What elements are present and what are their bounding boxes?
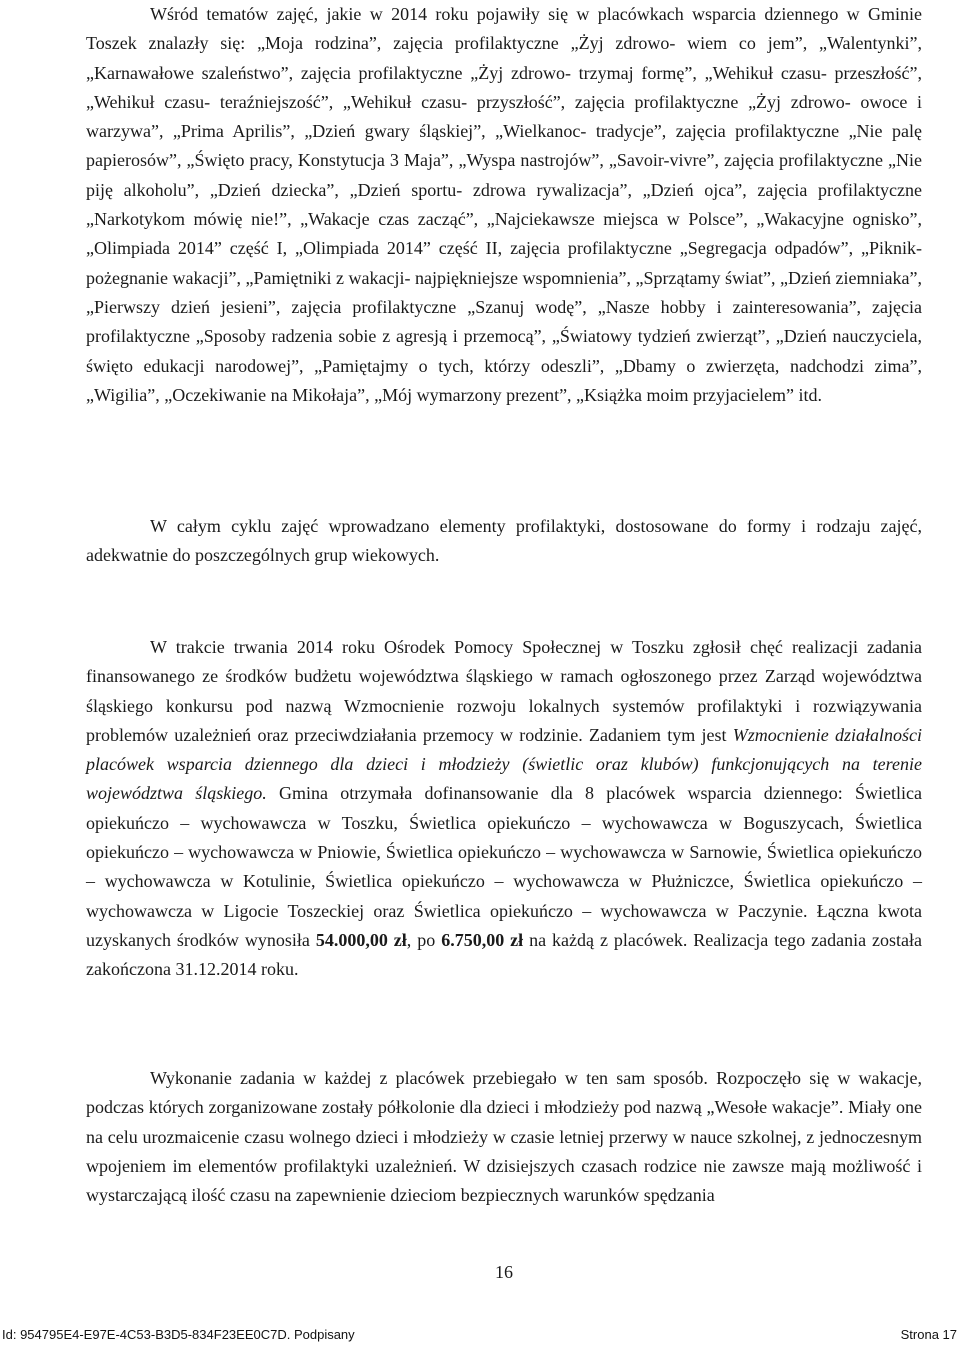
funding-text-b: Gmina otrzymała dofinansowanie dla 8 placówek wsparcia dziennego: Świetlica opiekuńczo – wychowawcza w Toszku, Świetlica opiekuńczo – wychowawcza w Boguszycach, Świetlica opiekuńczo – wychowawcza w Pniowie, Świetlica opiekuńczo – wychowawcza w Sarnowie, Świetlica opiekuńczo – wychowawcza w Kotulinie, Świetlica opiekuńczo – wychowawcza w Płużniczce, Świetlica opiekuńczo – wychowawcza w Ligocie Toszeckiej oraz Świetlica opiekuńczo – wychowawcza w Paczynie. Łączna kwota uzyskanych środków wynosiła — [86, 783, 922, 950]
paragraph-prevention: W całym cyklu zajęć wprowadzano elementy profilaktyki, dostosowane do formy i rodzaju zajęć, adekwatnie do poszczególnych grup wiekowych. — [86, 516, 922, 566]
page-number: 16 — [495, 1262, 513, 1282]
footer-id: Id: 954795E4-E97E-4C53-B3D5-834F23EE0C7D. Podpisany — [2, 1327, 355, 1342]
document-footer — [0, 1327, 960, 1347]
funding-text-c: , po — [406, 929, 442, 950]
funding-text-a: W trakcie trwania 2014 roku Ośrodek Pomocy Społecznej w Toszku zgłosił chęć realizacji zadania finansowanego ze środków budżetu województwa śląskiego w ramach ogłoszonego przez Zarząd województwa śląskiego konkursu pod nazwą Wzmocnienie rozwoju lokalnych systemów profilaktyki i rozwiązywania problemów uzależnień oraz przeciwdziałania przemocy w rodzinie. Zadaniem tym jest — [86, 637, 922, 745]
paragraph-topics: Wśród tematów zajęć, jakie w 2014 roku pojawiły się w placówkach wsparcia dziennego w Gminie Toszek znalazły się: „Moja rodzina”, zajęcia profilaktyczne „Żyj zdrowo- wiem co jem”, „Walentynki”, „Karnawałowe szaleństwo”, zajęcia profilaktyczne „Żyj zdrowo- trzymaj formę”, „Wehikuł czasu- przeszłość”, „Wehikuł czasu- teraźniejszość”, „Wehikuł czasu- przyszłość”, zajęcia profilaktyczne „Żyj zdrowo- owoce i warzywa”, „Prima Aprilis”, „Dzień gwary śląskiej”, „Wielkanoc- tradycje”, zajęcia profilaktyczne „Nie palę papierosów”, „Święto pracy, Konstytucja 3 Maja”, „Wyspa nastrojów”, „Savoir-vivre”, zajęcia profilaktyczne „Nie piję alkoholu”, „Dzień dziecka”, „Dzień sportu- zdrowa rywalizacja”, „Dzień ojca”, zajęcia profilaktyczne „Narkotykom mówię nie!”, „Wakacje czas zacząć”, „Najciekawsze miejsca w Polsce”, „Wakacyjne ognisko”, „Olimpiada 2014” część I, „Olimpiada 2014” część II, zajęcia profilaktyczne „Segregacja odpadów”, „Piknik- pożegnanie wakacji”, „Pamiętniki z wakacji- najpiękniejsze wspomnienia”, „Sprzątamy świat”, „Dzień ziemniaka”, „Pierwszy dzień jesieni”, zajęcia profilaktyczne „Szanuj wodę”, „Nasze hobby i zainteresowania”, zajęcia profilaktyczne „Sposoby radzenia sobie z agresją i przemocą”, „Światowy tydzień zwierząt”, „Dzień nauczyciela, święto edukacji narodowej”, „Pamiętajmy o tych, którzy odeszli”, „Dbamy o zwierzęta, nadchodzi zima”, „Wigilia”, „Oczekiwanie na Mikołaja”, „Mój wymarzony prezent”, „Książka moim przyjacielem” itd. — [86, 4, 922, 405]
funding-text-d: na każdą z placówek. Realizacja tego zadania została zakończona 31.12.2014 roku. — [86, 929, 923, 980]
paragraph-funding — [86, 633, 922, 985]
total-amount: 54.000,00 zł — [315, 929, 407, 950]
paragraph-implementation: Wykonanie zadania w każdej z placówek przebiegało w ten sam sposób. Rozpoczęło się w wakacje, podczas których zorganizowane zostały półkolonie dla dzieci i młodzieży pod nazwą „Wesołe wakacje”. Miały one na celu urozmaicenie czasu wolnego dzieci i młodzieży w czasie letniej przerwy w nauce szkolnej, z jednoczesnym wpojeniem im elementów profilaktyki uzależnień. W dzisiejszych czasach rodzice nie zawsze mają możliwość i wystarczającą ilość czasu na zapewnienie dzieciom bezpiecznych warunków spędzania — [86, 1068, 922, 1206]
per-facility-amount: 6.750,00 zł — [441, 929, 524, 950]
task-title-italic: Wzmocnienie działalności placówek wsparcia dziennego dla dzieci i młodzieży (świetlic oraz klubów) funkcjonujących na terenie województwa śląskiego. — [86, 724, 922, 804]
footer-page: Strona 17 — [900, 1327, 957, 1342]
